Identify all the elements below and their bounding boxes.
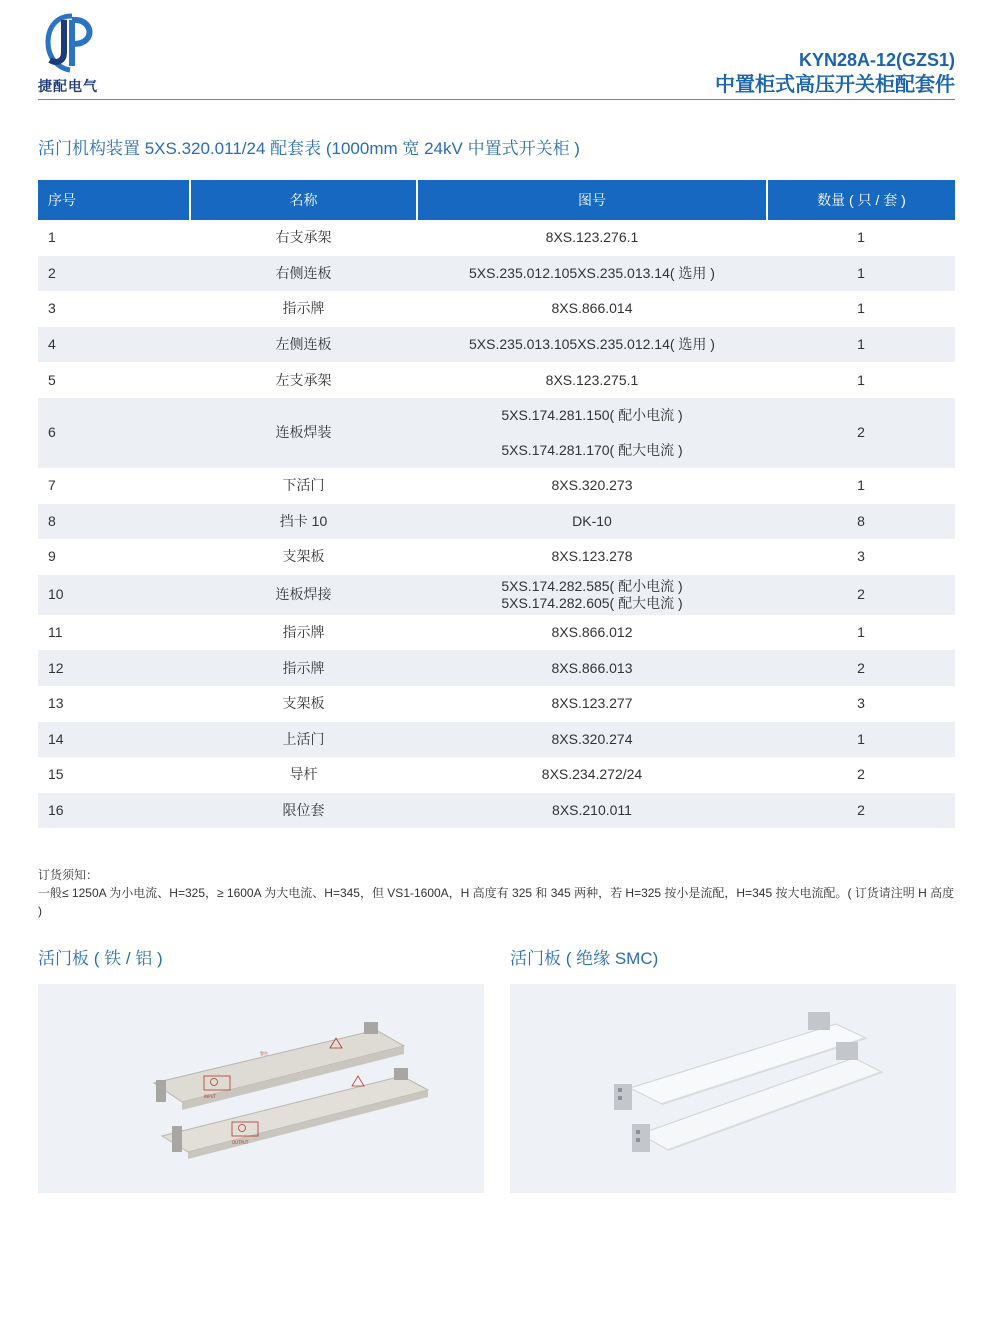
drawing-number: 5XS.235.012.105XS.235.013.14( 选用 ) [469, 264, 715, 281]
cell-qty: 1 [857, 477, 865, 494]
parts-table-body [38, 220, 955, 828]
cell-name: 连板焊接 [190, 575, 417, 615]
drawing-number: 8XS.234.272/24 [541, 766, 643, 783]
drawing-number: 8XS.123.277 [551, 695, 633, 712]
order-notes [38, 866, 958, 920]
cell-no: 13 [48, 695, 64, 712]
table-row [38, 398, 955, 468]
brand-name: 捷配电气 [38, 78, 98, 94]
drawing-number: 8XS.123.276.1 [545, 229, 639, 246]
column-header-qty: 数量 ( 只 / 套 ) [767, 180, 955, 220]
column-header-no: 序号 [38, 180, 190, 220]
drawing-number: 8XS.866.012 [551, 624, 633, 641]
cell-drawing [417, 615, 767, 651]
metal-shutter-plate-image [38, 984, 484, 1193]
cell-no: 2 [38, 256, 190, 292]
drawing-number: DK-10 [572, 512, 612, 529]
cell-qty: 1 [857, 229, 865, 246]
table-row [38, 722, 955, 758]
table-row [38, 468, 955, 504]
cell-name: 支架板 [282, 548, 325, 565]
table-row [38, 291, 955, 327]
table-row [38, 539, 955, 575]
header-divider [38, 99, 955, 100]
photo-smc-shutter [510, 984, 956, 1193]
drawing-number: 5XS.174.281.150( 配小电流 ) [501, 406, 683, 423]
cell-qty: 8 [767, 504, 955, 540]
cell-drawing [417, 757, 767, 793]
model-number: KYN28A-12(GZS1) [798, 50, 955, 70]
cell-drawing [417, 504, 767, 540]
cell-no: 11 [48, 624, 63, 641]
cell-drawing [417, 686, 767, 722]
smc-shutter-plate-image [510, 984, 956, 1193]
cell-drawing [417, 793, 767, 829]
cell-name: 右支承架 [275, 229, 332, 246]
table-row [38, 256, 955, 292]
cell-no: 6 [38, 398, 190, 468]
photo-metal-shutter [38, 984, 484, 1193]
jp-logo-icon [42, 12, 98, 74]
drawing-number: 8XS.123.278 [551, 548, 633, 565]
drawing-number: 5XS.235.013.105XS.235.012.14( 选用 ) [469, 336, 715, 353]
cell-name: 连板焊装 [190, 398, 417, 468]
page-header [38, 12, 955, 100]
column-header-name: 名称 [190, 180, 417, 220]
cell-qty: 1 [767, 256, 955, 292]
product-title: 中置柜式高压开关柜配套件 [715, 74, 955, 96]
cell-no: 7 [48, 477, 56, 494]
photo-title-smc: 活门板 ( 绝缘 SMC) [510, 949, 659, 968]
section-title: 活门机构装置 5XS.320.011/24 配套表 (1000mm 宽 24kV 中置式开关柜 ) [38, 139, 580, 158]
cell-drawing [417, 398, 767, 468]
cell-no: 5 [48, 371, 56, 388]
cell-name: 导杆 [289, 766, 318, 783]
header-title-block [715, 48, 955, 98]
cell-drawing [417, 256, 767, 292]
column-header-drawing: 图号 [417, 180, 767, 220]
cell-name: 上活门 [190, 722, 417, 758]
drawing-number: 8XS.866.013 [551, 659, 633, 676]
drawing-number: 8XS.320.274 [551, 730, 633, 747]
cell-drawing [417, 362, 767, 398]
cell-qty: 1 [857, 624, 865, 641]
cell-drawing [417, 575, 767, 615]
notes-body: 一般≤ 1250A 为小电流、H=325，≥ 1600A 为大电流、H=345，但 VS1-1600A，H 高度有 325 和 345 两种，若 H=325 按小是流配，H=345 按大电流配。( 订货请注明 H 高度 ) [38, 886, 955, 918]
cell-qty: 1 [767, 327, 955, 363]
cell-qty: 2 [767, 650, 955, 686]
cell-drawing [417, 327, 767, 363]
drawing-number: 8XS.866.014 [551, 300, 633, 317]
cell-no: 16 [38, 793, 190, 829]
table-row [38, 504, 955, 540]
cell-no: 3 [48, 300, 56, 317]
table-row [38, 575, 955, 615]
table-row [38, 793, 955, 829]
cell-no: 8 [38, 504, 190, 540]
brand-logo [38, 12, 108, 96]
cell-qty: 3 [857, 695, 865, 712]
cell-qty: 1 [767, 722, 955, 758]
cell-name: 限位套 [190, 793, 417, 829]
cell-no: 9 [48, 548, 56, 565]
cell-name: 支架板 [282, 695, 325, 712]
table-row [38, 757, 955, 793]
table-row [38, 220, 955, 256]
drawing-number: 8XS.123.275.1 [545, 371, 639, 388]
cell-drawing [417, 220, 767, 256]
table-row [38, 686, 955, 722]
drawing-number: 8XS.210.011 [552, 802, 632, 819]
parts-table [38, 180, 955, 828]
cell-qty: 2 [767, 793, 955, 829]
cell-drawing [417, 468, 767, 504]
cell-name: 下活门 [282, 477, 325, 494]
cell-no: 4 [38, 327, 190, 363]
cell-no: 15 [48, 766, 64, 783]
cell-qty: 2 [767, 398, 955, 468]
cell-no: 10 [38, 575, 190, 615]
cell-name: 指示牌 [190, 650, 417, 686]
plate-warning-label: 警告 [260, 1051, 268, 1056]
cell-name: 右侧连板 [190, 256, 417, 292]
table-row [38, 362, 955, 398]
cell-name: 左支承架 [275, 371, 332, 388]
table-row [38, 615, 955, 651]
drawing-number: 5XS.174.281.170( 配大电流 ) [501, 441, 683, 458]
plate-output-label: OUTPUT [232, 1140, 249, 1145]
notes-heading: 订货须知： [38, 868, 99, 882]
photo-title-metal: 活门板 ( 铁 / 铝 ) [38, 949, 163, 968]
cell-drawing [417, 539, 767, 575]
cell-no: 12 [38, 650, 190, 686]
cell-qty: 2 [857, 766, 865, 783]
cell-drawing [417, 650, 767, 686]
drawing-number: 8XS.320.273 [551, 477, 633, 494]
cell-name: 指示牌 [282, 300, 325, 317]
table-header-row [38, 180, 955, 220]
cell-drawing [417, 722, 767, 758]
cell-no: 14 [38, 722, 190, 758]
drawing-number: 5XS.174.282.585( 配小电流 ) [501, 577, 683, 594]
cell-name: 左侧连板 [190, 327, 417, 363]
cell-qty: 3 [857, 548, 865, 565]
cell-no: 1 [48, 229, 56, 246]
cell-qty: 2 [767, 575, 955, 615]
drawing-number: 5XS.174.282.605( 配大电流 ) [501, 594, 683, 611]
table-row [38, 327, 955, 363]
cell-qty: 1 [857, 300, 865, 317]
cell-name: 指示牌 [282, 624, 325, 641]
cell-qty: 1 [857, 371, 865, 388]
plate-input-label: INPUT [204, 1094, 216, 1099]
cell-name: 挡卡 10 [190, 504, 417, 540]
cell-drawing [417, 291, 767, 327]
table-row [38, 650, 955, 686]
